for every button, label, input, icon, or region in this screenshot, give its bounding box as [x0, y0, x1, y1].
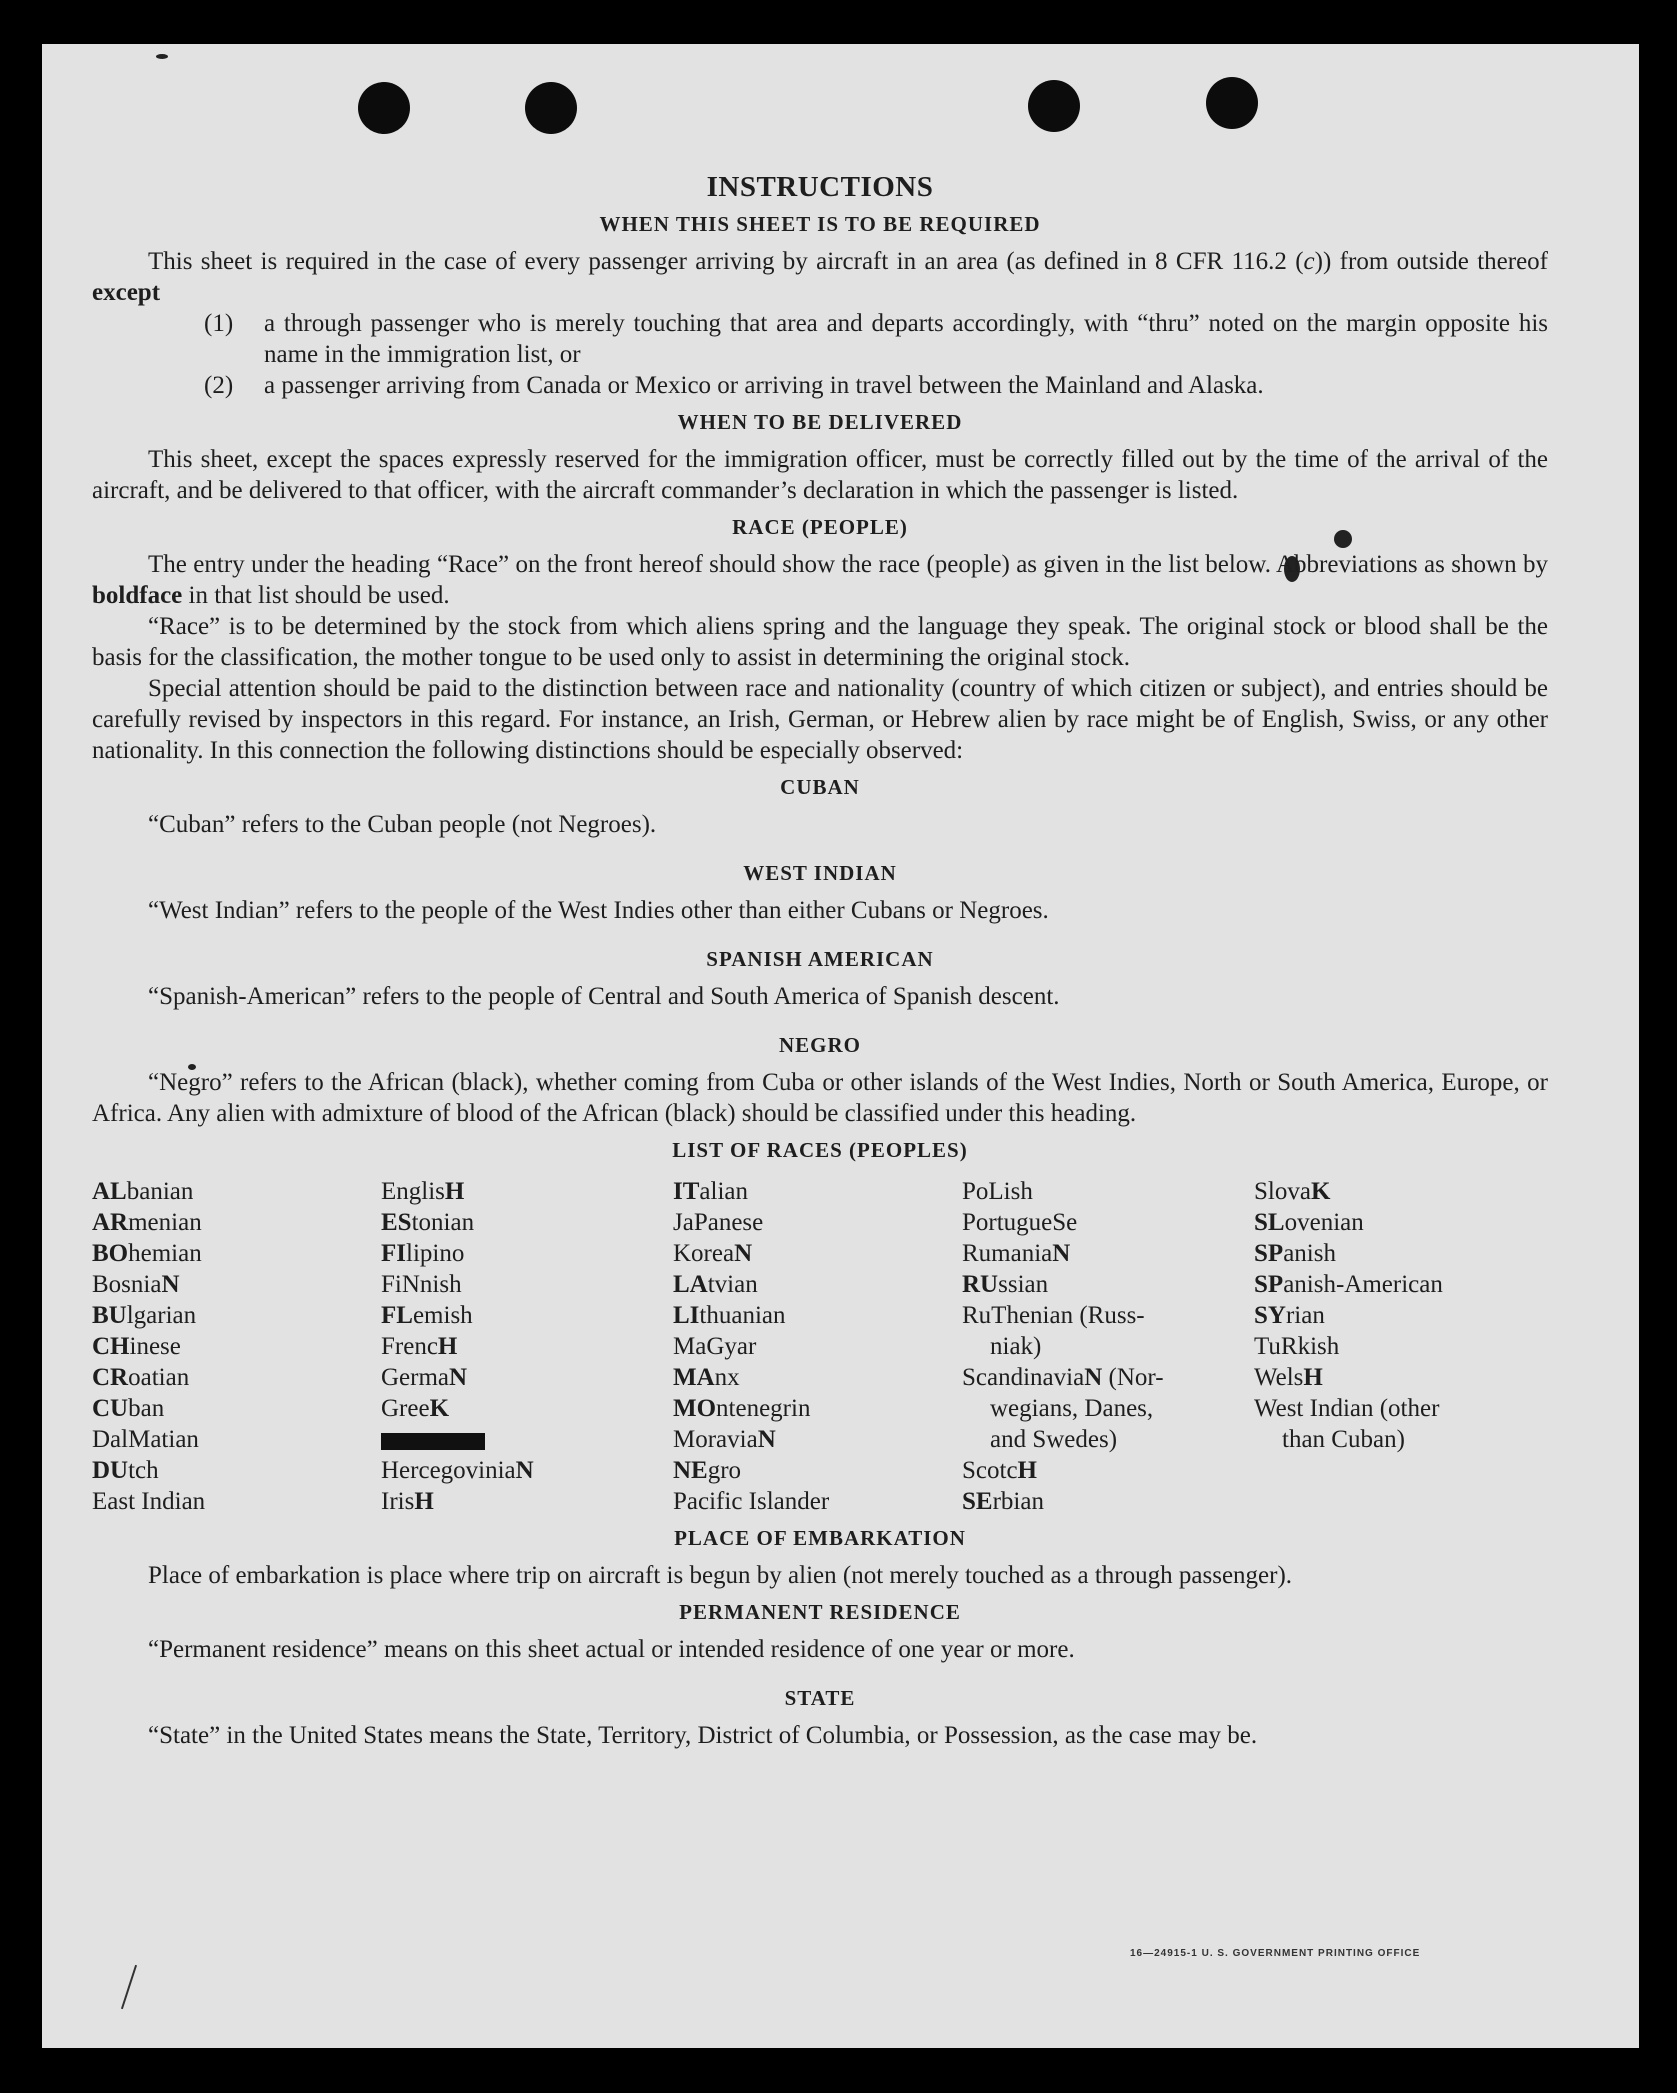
race-entry: GermaN — [381, 1364, 468, 1391]
race-entry: ARmenian — [92, 1209, 202, 1236]
heading-cuban: CUBAN — [780, 775, 860, 799]
race-entry: ITalian — [673, 1178, 748, 1205]
paragraph-delivered: This sheet, except the spaces expressly reserved for the immigration officer, must be correctly filled out by the time of the arrival of the aircraft, and be delivered to that officer, with the aircraft commander’s declaration in which the passenger is listed. — [92, 446, 1548, 504]
punch-hole-1 — [358, 82, 410, 134]
race-entry: ALbanian — [92, 1178, 194, 1205]
ink-speck — [156, 54, 168, 59]
race-entry: KoreaN — [673, 1240, 753, 1267]
printing-office-code: 16—24915-1 U. S. GOVERNMENT PRINTING OFFICE — [1130, 1948, 1421, 1959]
race-entry: DalMatian — [92, 1426, 199, 1453]
paragraph-permanent-residence: “Permanent residence” means on this sheet actual or intended residence of one year or more. — [148, 1636, 1075, 1663]
punch-hole-2 — [525, 82, 577, 134]
heading-race: RACE (PEOPLE) — [732, 515, 908, 539]
race-entry: WelsH — [1254, 1364, 1323, 1391]
race-entry: IrisH — [381, 1488, 434, 1515]
race-column — [962, 1176, 1254, 1517]
race-entry: FiNnish — [381, 1271, 462, 1298]
heading-when-delivered: WHEN TO BE DELIVERED — [677, 410, 963, 434]
race-entry: ScandinaviaN (Nor- — [962, 1364, 1164, 1391]
exception-number: (1) — [204, 310, 234, 337]
race-entry: CUban — [92, 1395, 165, 1422]
race-entry: Pacific Islander — [673, 1488, 830, 1515]
race-entry: MoraviaN — [673, 1426, 776, 1453]
paragraph-race-3: Special attention should be paid to the distinction between race and nationality (country of which citizen or subject), and entries should be carefully revised by inspectors in this regard. For instance, an Irish, German, or Hebrew alien by race might be of English, Swiss, or any other nationality. In this connection the following distinctions should be especially observed: — [92, 675, 1548, 764]
race-entry: and Swedes) — [990, 1426, 1118, 1453]
race-entry: FrencH — [381, 1333, 458, 1360]
race-entry: East Indian — [92, 1488, 206, 1515]
race-entry: FIlipino — [381, 1240, 465, 1267]
exception-item-1 — [204, 308, 1548, 370]
heading-west-indian: WEST INDIAN — [743, 861, 897, 885]
race-entry: SErbian — [962, 1488, 1044, 1515]
race-entry: RUssian — [962, 1271, 1049, 1298]
race-entry: than Cuban) — [1282, 1426, 1405, 1453]
paragraph-west-indian: “West Indian” refers to the people of the West Indies other than either Cubans or Negroes. — [148, 897, 1049, 924]
race-column — [1254, 1176, 1548, 1517]
heading-state: STATE — [784, 1686, 856, 1710]
race-entry: SPanish-American — [1254, 1271, 1443, 1298]
race-entry: DUtch — [92, 1457, 159, 1484]
race-entry: GreeK — [381, 1395, 450, 1422]
race-entry: BosniaN — [92, 1271, 180, 1298]
pen-mark — [121, 1965, 137, 2009]
exception-text: a through passenger who is merely touching that area and departs accordingly, with “thru” noted on the margin opposite his name in the immigration list, or — [264, 310, 1548, 368]
heading-spanish-american: SPANISH AMERICAN — [706, 947, 934, 971]
heading-list-of-races: LIST OF RACES (PEOPLES) — [672, 1138, 968, 1162]
heading-negro: NEGRO — [778, 1033, 861, 1057]
paragraph-race-1: The entry under the heading “Race” on the front hereof should show the race (people) as given in the list below. Abbreviations as shown by boldface in that list should be used. — [92, 551, 1548, 609]
race-column — [381, 1176, 673, 1517]
race-entry: BUlgarian — [92, 1302, 197, 1329]
race-entry: MOntenegrin — [673, 1395, 811, 1422]
race-entry: CHinese — [92, 1333, 181, 1360]
paragraph-required-intro: This sheet is required in the case of every passenger arriving by aircraft in an area (as defined in 8 CFR 116.2 (c)) from outside thereof except — [92, 248, 1548, 306]
paragraph-negro: “Negro” refers to the African (black), whether coming from Cuba or other islands of the West Indies, North or South America, Europe, or Africa. Any alien with admixture of blood of the African (black) should be classified under this heading. — [92, 1069, 1548, 1127]
heading-when-required: WHEN THIS SHEET IS TO BE REQUIRED — [599, 212, 1041, 236]
heading-permanent-residence: PERMANENT RESIDENCE — [679, 1600, 961, 1624]
paragraph-race-2: “Race” is to be determined by the stock from which aliens spring and the language they speak. The original stock or blood shall be the basis for the classification, the mother tongue to be used only to assist in determining the original stock. — [92, 613, 1548, 671]
document-body — [92, 172, 1548, 1751]
punch-hole-4 — [1206, 77, 1258, 129]
race-entry: SPanish — [1254, 1240, 1336, 1267]
redacted-race-entry — [381, 1424, 673, 1455]
race-entry: wegians, Danes, — [990, 1395, 1154, 1422]
race-entry: CRoatian — [92, 1364, 190, 1391]
exception-item-2 — [204, 370, 1548, 401]
race-entry: TuRkish — [1254, 1333, 1340, 1360]
heading-embarkation: PLACE OF EMBARKATION — [674, 1526, 966, 1550]
race-entry: PoLish — [962, 1178, 1033, 1205]
race-column — [92, 1176, 381, 1517]
race-entry: HercegoviniaN — [381, 1457, 534, 1484]
race-entry: EStonian — [381, 1209, 475, 1236]
race-entry: FLemish — [381, 1302, 473, 1329]
race-column — [673, 1176, 962, 1517]
race-entry: SLovenian — [1254, 1209, 1364, 1236]
race-entry: niak) — [990, 1333, 1042, 1360]
paragraph-spanish-american: “Spanish-American” refers to the people of Central and South America of Spanish descent. — [148, 983, 1060, 1010]
redaction-bar — [381, 1433, 485, 1450]
race-entry: MAnx — [673, 1364, 740, 1391]
document-title: INSTRUCTIONS — [706, 171, 934, 203]
race-entry: RumaniaN — [962, 1240, 1071, 1267]
exception-text: a passenger arriving from Canada or Mexico or arriving in travel between the Mainland and Alaska. — [264, 372, 1264, 399]
race-entry: PortugueSe — [962, 1209, 1078, 1236]
race-entry: ScotcH — [962, 1457, 1037, 1484]
race-entry: JaPanese — [673, 1209, 764, 1236]
races-list — [92, 1176, 1548, 1517]
race-entry: EnglisH — [381, 1178, 465, 1205]
race-entry: LAtvian — [673, 1271, 758, 1298]
document-sheet — [42, 44, 1639, 2048]
race-entry: NEgro — [673, 1457, 742, 1484]
race-entry: BOhemian — [92, 1240, 202, 1267]
race-entry: RuThenian (Russ- — [962, 1302, 1145, 1329]
race-entry: MaGyar — [673, 1333, 757, 1360]
exception-number: (2) — [204, 372, 234, 399]
punch-hole-3 — [1028, 80, 1080, 132]
race-entry: SlovaK — [1254, 1178, 1331, 1205]
paragraph-embarkation: Place of embarkation is place where trip on aircraft is begun by alien (not merely touched as a through passenger). — [148, 1562, 1293, 1589]
paragraph-state: “State” in the United States means the State, Territory, District of Columbia, or Possession, as the case may be. — [148, 1722, 1258, 1749]
race-entry: LIthuanian — [673, 1302, 786, 1329]
race-entry: SYrian — [1254, 1302, 1325, 1329]
race-entry: West Indian (other — [1254, 1395, 1440, 1422]
paragraph-cuban: “Cuban” refers to the Cuban people (not Negroes). — [148, 811, 657, 838]
